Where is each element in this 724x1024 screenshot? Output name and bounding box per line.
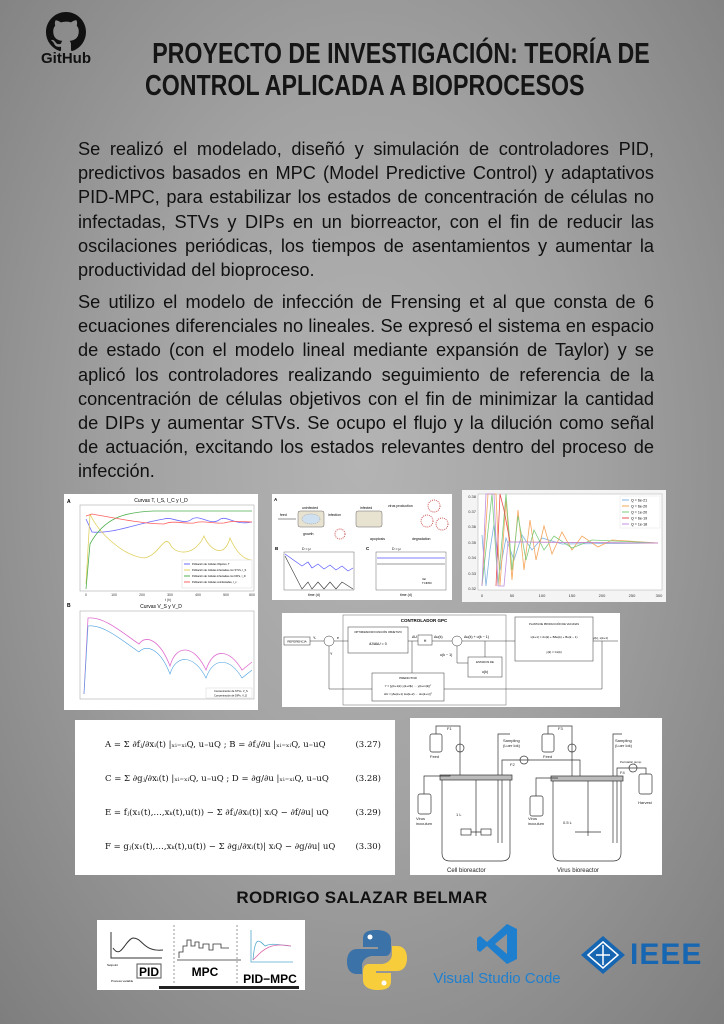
panel-b-label: B (275, 546, 279, 551)
label-f1: F1 (447, 726, 452, 731)
label-pump: Peristaltic pump (620, 760, 642, 764)
label-cell-bioreactor: Cell bioreactor (447, 868, 486, 874)
label-sampling-1: Sampling (503, 738, 520, 743)
optimizer-block: OPTIMIZADOR FUNCIÓN OBJETIVO (354, 630, 402, 634)
subtitle-b: D = μ (302, 547, 311, 551)
label-virus-2: Virus (528, 816, 538, 821)
label-feed-1: Feed (430, 754, 440, 759)
label-harvest: Harvest (638, 800, 652, 805)
label-luer-2: (Luer lok) (615, 743, 632, 748)
x-tick: 200 (598, 593, 606, 598)
pid-label: PID (138, 965, 160, 979)
python-logo (345, 928, 409, 997)
label-vol1: 1 L (456, 812, 462, 817)
title-line-2: CONTROL APLICADA A BIOPROCESOS (144, 70, 585, 102)
x-label: t (h) (164, 598, 172, 602)
x-tick: 0 (85, 593, 87, 597)
label-infection: infection (328, 513, 342, 517)
x-tick: 150 (568, 593, 576, 598)
x-tick: 400 (195, 593, 201, 597)
label-degradation: degradation (412, 537, 431, 541)
vscode-logo (430, 922, 564, 987)
reference-block: REFERENCIA (287, 639, 307, 644)
panel-a-label: A (67, 499, 71, 505)
figure-infection-model (272, 494, 452, 600)
label-f2: F2 (510, 762, 515, 767)
y-tick: 0.32 (468, 586, 476, 591)
ieee-diamond-icon (580, 935, 626, 975)
label-prev: u(k − 1) (440, 653, 453, 657)
pred-eq1: Y = [y(k+1|k) y(k+2|k) … y(k+m|k)]ᵀ (384, 684, 432, 688)
x-tick: 500 (223, 593, 229, 597)
label-virus-production: virus production (388, 504, 413, 508)
label-apoptosis: apoptosis (370, 537, 385, 541)
x-tick: 600 (249, 593, 255, 597)
equation-row: E = fⱼ(x₁(t),…,xₖ(t),u(t)) − Σ ∂fⱼ/∂xᵢ(t)| xᵢQ − ∂f/∂u| uQ (3.29) (105, 808, 381, 818)
x-tick: 50 (509, 593, 515, 598)
x-label-c: time (d) (400, 593, 412, 597)
label-feed-2: Feed (543, 754, 553, 759)
optimizer-eq: ∂J/∂ΔU = 0 (369, 642, 387, 646)
legend-item: Q = 6e-19 (631, 516, 648, 521)
label-infected: infected (360, 506, 373, 510)
legend-vd: Concentración de DIPs, V_D (214, 694, 248, 698)
legend-val: Val (422, 577, 426, 581)
github-icon (46, 12, 86, 52)
label-yr: Yᵣ (313, 636, 317, 640)
label-inoculum-2: inoculum (528, 821, 545, 826)
y-tick: 0.36 (468, 524, 476, 529)
x-tick: 100 (538, 593, 546, 598)
label-uninfected: uninfected (302, 506, 319, 510)
label-virus-1: Virus (416, 816, 426, 821)
equation-row: C = Σ ∂gⱼ/∂xᵢ(t) |ₓᵢ₌ₓᵢQ, u₌uQ ; D = ∂g/∂u |ₓᵢ₌ₓᵢQ, u₌uQ (3.28) (105, 774, 381, 784)
mpc-label: MPC (191, 965, 219, 979)
figure-q-response-chart (462, 490, 666, 602)
legend-item: Q = 1e-18 (631, 522, 648, 527)
predictor-block: PREDICTOR (399, 676, 417, 680)
chart-title-b: Curvas V_S y V_D (140, 604, 182, 610)
figure-linearization-equations (75, 720, 395, 875)
panel-c-label: C (366, 546, 370, 551)
panel-a-label: A (274, 497, 278, 502)
legend-item: Q = 6e-20 (631, 504, 648, 509)
label-f3: F3 (558, 726, 563, 731)
python-icon (345, 928, 409, 992)
plant-eq2: y(k) = Cx(k) (546, 650, 562, 654)
pred-eq2: ΔU = [Δu(k+1) Δu(k+2) … Δu(k+n)]ᵀ (384, 692, 432, 696)
gpc-title: CONTROLADOR GPC (400, 618, 448, 623)
plant-block: PLANTA DE PRODUCCIÓN DE VACUNAS (529, 623, 579, 626)
legend-vs: Concentración de STVs, V_S (214, 690, 248, 693)
setpoint-label: Setpoint (107, 963, 119, 967)
chart-title-a: Curvas T, I_S, I_C y I_D (134, 498, 188, 504)
x-tick: 200 (139, 593, 145, 597)
panel-b-label: B (67, 603, 71, 609)
x-tick: 300 (167, 593, 173, 597)
x-label-b: time (d) (308, 593, 320, 597)
equation-row: F = gⱼ(x₁(t),…,xₖ(t),u(t)) − Σ ∂gⱼ/∂xᵢ(t)| xᵢQ − ∂g/∂u| uQ (3.30) (105, 842, 381, 852)
label-inoculum-1: inoculum (416, 821, 433, 826)
legend-is: Población de Células infectadas con STVs, I_S (192, 569, 247, 572)
github-logo (36, 12, 96, 67)
legend-item: Q = 1e-20 (631, 510, 648, 515)
y-tick: 0.34 (468, 555, 476, 560)
paragraph-1: Se realizó el modelado, diseñó y simulación de controladores PID, predictivos basados en MPC (Model Predictive Control) y adaptativos PID-MPC, para estabilizar los estados de concentración de células no infectadas, STVs y DIPs en un biorreactor, con el fin de reducir las oscilaciones periódicas, los tiempos de asentamientos y aumentar la productividad del bioproceso. (78, 139, 654, 281)
title-line-1: PROYECTO DE INVESTIGACIÓN: TEORÍA DE (152, 38, 650, 70)
process-variable-label: Process variable (111, 979, 134, 983)
h-block: H (423, 639, 427, 643)
plant-eq1: x(k+1) = Ax(k) + BΔu(k) + Bu(k − 1) (530, 635, 578, 639)
y-tick: 0.33 (468, 571, 476, 576)
y-tick: 0.35 (468, 540, 476, 545)
figure-population-curves (64, 494, 258, 710)
states-var: u(k) (481, 670, 489, 674)
legend-ic: Población de Células coinfectadas, I_c (192, 581, 237, 584)
x-tick: 100 (111, 593, 117, 597)
y-tick: 0.37 (468, 509, 476, 514)
label-duk: Δu(k) (434, 635, 443, 639)
legend-t: Población de Células Objetivo, T (192, 563, 230, 566)
legend-item: Q = 6e-21 (631, 498, 648, 503)
paragraph-2: Se utilizo el modelo de infección de Frensing et al que consta de 6 ecuaciones diferenciales no lineales. Se expresó el sistema en espacio de estado (con el modelo lineal mediante expansión de Taylor) y se aplicó los controladores realizando seguimiento de referencia de la concentración de células objetivos con el fin de minimizar la cantidad de DIPs y aumentar STVs. Se ocupo el flujo y la dilución como señal de actuación, excitando los estados relevantes dentro del proceso de infección. (78, 292, 654, 482)
label-luer-1: (Luer lok) (503, 743, 520, 748)
controllers-logo (97, 920, 305, 990)
legend-id: Población de Células infectadas con DIPs, I_D (192, 575, 246, 578)
figure-bioreactor-setup (410, 718, 662, 875)
label-feed: feed (280, 513, 287, 517)
states-block: ESTADOS DE (476, 660, 494, 664)
label-e: e (337, 636, 339, 640)
label-output: y(k), x(k+1) (593, 636, 609, 640)
ieee-logo (580, 935, 702, 975)
x-tick: 0 (480, 593, 484, 598)
figure-gpc-block-diagram (282, 613, 620, 707)
label-virus-bioreactor: Virus bioreactor (557, 868, 599, 874)
author-name: RODRIGO SALAZAR BELMAR (236, 888, 488, 907)
vscode-label: Visual Studio Code (433, 970, 561, 987)
pid-mpc-label: PID−MPC (243, 972, 297, 986)
label-sampling-2: Sampling (615, 738, 632, 743)
x-tick: 250 (628, 593, 636, 598)
y-tick: 0.38 (468, 494, 476, 499)
github-label: GitHub (41, 50, 91, 67)
x-tick: 300 (655, 593, 663, 598)
label-f4: F4 (620, 770, 625, 775)
label-vol2: 0.5 L (563, 820, 572, 825)
label-du: ΔU (412, 635, 417, 639)
label-growth: growth (303, 532, 314, 536)
equation-row: A = Σ ∂fⱼ/∂xᵢ(t) |ₓᵢ₌ₓᵢQ, u₌uQ ; B = ∂fⱼ/∂u |ₓᵢ₌ₓᵢQ, u₌uQ (3.27) (105, 740, 381, 750)
vscode-icon (475, 922, 519, 966)
ieee-label: IEEE (630, 938, 703, 971)
legend-tcid: TCID50 (422, 581, 432, 585)
page-title (90, 38, 650, 102)
subtitle-c: D = μ (392, 547, 401, 551)
label-y: Y (330, 652, 333, 656)
label-sum-out: Δu(k) + u(k − 1) (464, 635, 489, 639)
